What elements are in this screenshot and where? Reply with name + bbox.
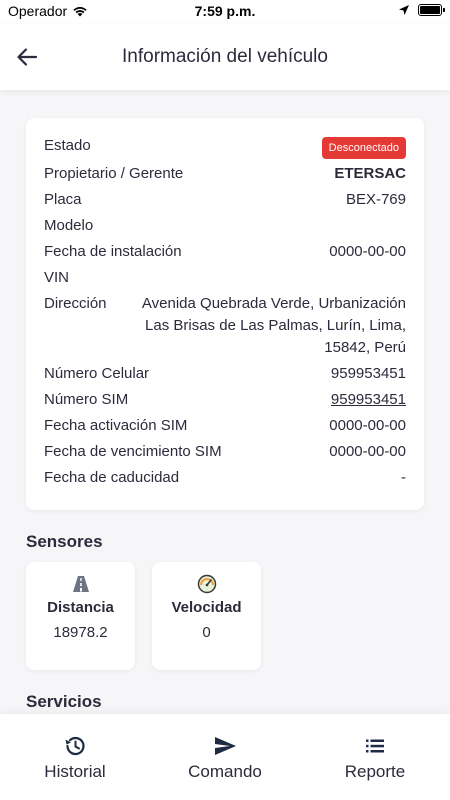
- sensor-value: 0: [202, 624, 211, 641]
- info-row-placa: [44, 189, 406, 211]
- nav-reporte-button[interactable]: [305, 714, 445, 800]
- nav-label: Comando: [188, 762, 262, 781]
- info-label: Estado: [44, 137, 91, 154]
- info-label: Número Celular: [44, 365, 150, 382]
- info-label: Fecha de caducidad: [44, 469, 180, 486]
- info-value: ETERSAC: [334, 165, 406, 182]
- info-label: Fecha activación SIM: [44, 417, 188, 434]
- carrier-label: Operador: [8, 3, 68, 19]
- list-icon: [363, 734, 387, 758]
- sim-number-link[interactable]: 959953451: [330, 391, 406, 408]
- info-row-fecha-activacion-sim: [44, 415, 406, 437]
- info-row-fecha-instalacion: [44, 241, 406, 263]
- info-label: Número SIM: [44, 391, 129, 408]
- nav-historial-button[interactable]: [5, 714, 145, 800]
- info-row-vin: [44, 267, 406, 289]
- info-row-propietario: [44, 163, 406, 185]
- nav-comando-button[interactable]: [155, 714, 295, 800]
- status-badge: Desconectado: [322, 137, 406, 159]
- status-bar: [0, 0, 450, 24]
- battery-icon: [418, 4, 442, 16]
- nav-label: Reporte: [344, 762, 406, 781]
- info-label: Placa: [44, 191, 82, 208]
- vehicle-info-card: [26, 118, 424, 510]
- info-row-numero-sim: [44, 389, 406, 411]
- history-icon: [63, 734, 87, 758]
- services-section-title: Servicios: [26, 692, 102, 711]
- info-value: 959953451: [330, 365, 406, 382]
- info-row-numero-celular: [44, 363, 406, 385]
- page-title: Información del vehículo: [122, 46, 328, 67]
- bottom-navigation: [0, 714, 450, 800]
- info-label: Modelo: [44, 217, 94, 234]
- info-value: -: [401, 469, 406, 486]
- app-header: [0, 24, 450, 90]
- info-value: 0000-00-00: [329, 417, 406, 434]
- info-row-estado: [44, 135, 406, 159]
- info-label: Dirección: [44, 295, 107, 312]
- sensor-name: Distancia: [47, 599, 114, 616]
- info-label: VIN: [44, 269, 70, 286]
- info-value: 0000-00-00: [329, 443, 406, 460]
- sensors-section-title: Sensores: [26, 532, 103, 551]
- info-row-fecha-caducidad: [44, 467, 406, 489]
- status-time: 7:59 p.m.: [194, 3, 256, 19]
- info-value: Avenida Quebrada Verde, Urbanización Las Brisas de Las Palmas, Lurín, Lima, 15842, Perú: [141, 295, 406, 356]
- info-value: 0000-00-00: [329, 243, 406, 260]
- info-label: Fecha de vencimiento SIM: [44, 443, 222, 460]
- info-row-fecha-vencimiento-sim: [44, 441, 406, 463]
- info-label: Propietario / Gerente: [44, 165, 184, 182]
- info-row-direccion: [44, 293, 406, 359]
- sensor-card-distancia[interactable]: [26, 562, 135, 670]
- location-arrow-icon: [398, 4, 410, 16]
- sensor-name: Velocidad: [171, 599, 242, 616]
- sensor-value: 18978.2: [53, 624, 108, 641]
- info-row-modelo: [44, 215, 406, 237]
- send-icon: [213, 734, 237, 758]
- info-value: BEX-769: [345, 191, 406, 208]
- nav-label: Historial: [44, 762, 106, 781]
- sensor-card-velocidad[interactable]: [152, 562, 261, 670]
- info-label: Fecha de instalación: [44, 243, 182, 260]
- speedometer-icon: [197, 574, 217, 594]
- road-icon: [71, 574, 91, 594]
